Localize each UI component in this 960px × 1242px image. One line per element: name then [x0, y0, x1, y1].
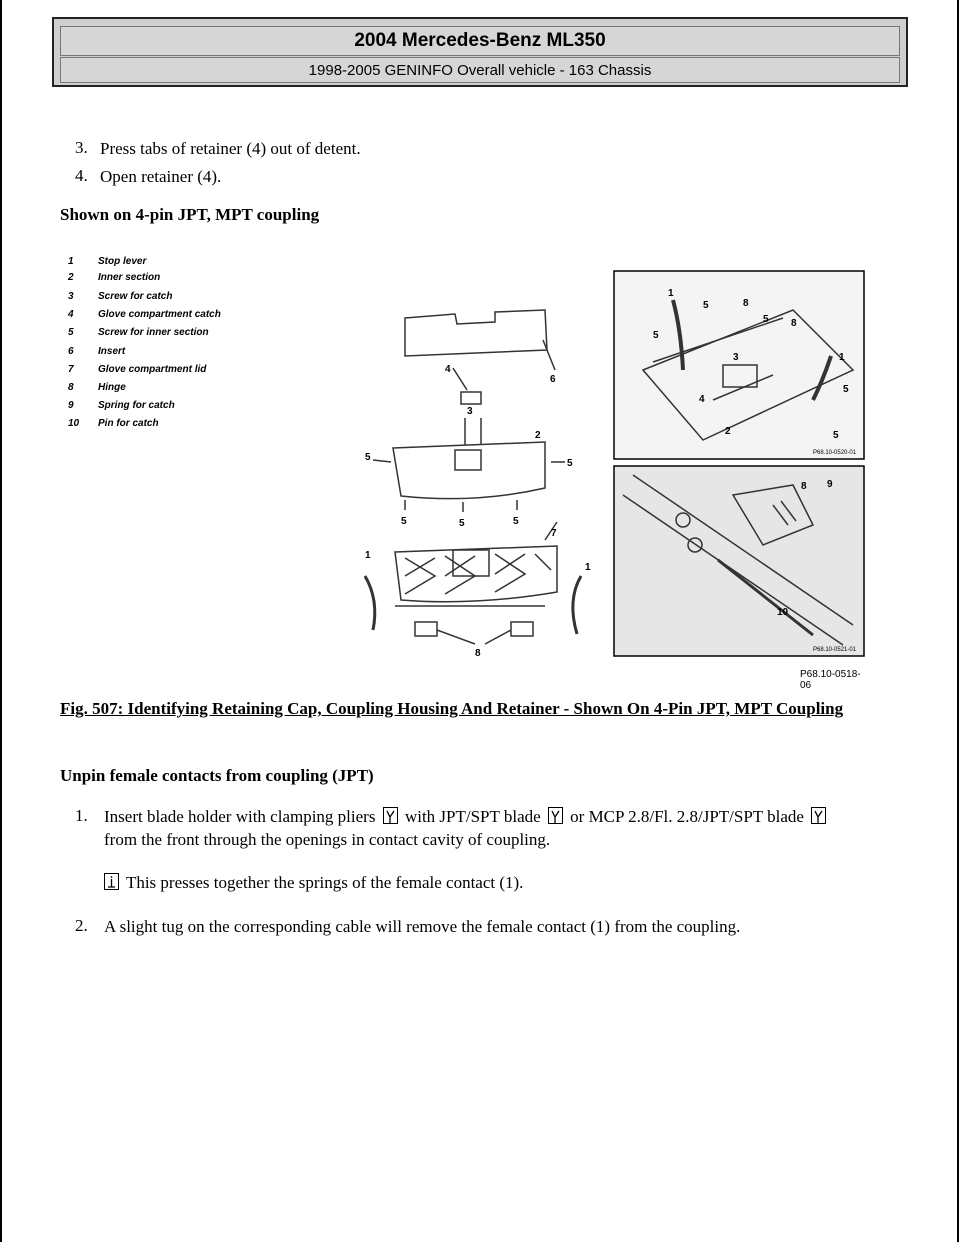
step-1-line2: from the front through the openings in contact cavity of coupling. — [104, 830, 551, 849]
svg-text:8: 8 — [743, 298, 749, 309]
svg-text:9: 9 — [827, 479, 833, 490]
svg-text:5: 5 — [653, 330, 659, 341]
svg-text:5: 5 — [703, 300, 709, 311]
tool-icon[interactable] — [548, 807, 563, 824]
svg-text:5: 5 — [833, 430, 839, 441]
page-border-left — [0, 0, 2, 1242]
note — [104, 872, 523, 894]
detail-code-top: P68.10-0520-01 — [813, 450, 857, 456]
callout-6: 6 — [550, 374, 556, 385]
step-1-part2: with JPT/SPT blade — [404, 807, 541, 826]
callout-5: 5 — [459, 518, 465, 529]
step-1-part3: or MCP 2.8/Fl. 2.8/JPT/SPT blade — [570, 807, 804, 826]
callout-8: 8 — [475, 648, 481, 659]
step-2-number: 2. — [75, 916, 88, 935]
step-3-number: 3. — [75, 138, 88, 157]
callout-5: 5 — [513, 516, 519, 527]
step-4-text: Open retainer (4). — [100, 167, 222, 186]
step-4-number: 4. — [75, 166, 88, 185]
figure-507: 1 Stop lever 2 Inner section 3 Screw for catch 4 Glove compartment catch 5 Screw for inner section 6 Insert 7 Glove compartment lid 8 Hinge 9 Spring for catch 10 Pin for catch 6 4 3 2 5 5 5 5 5 7 1 1 8 1 5 8 5 8 1 5 5 4 3 2 5 P68.10-0520-01 9 8 10 P68.10-0521-01 P68.10-0518-06 — [60, 250, 870, 690]
svg-text:2: 2 — [725, 426, 731, 437]
header-title-box — [60, 26, 900, 56]
step-1-number: 1. — [75, 806, 88, 825]
step-1-part1: Insert blade holder with clamping pliers — [104, 807, 376, 826]
shown-on-heading: Shown on 4-pin JPT, MPT coupling — [60, 205, 320, 224]
unpin-heading: Unpin female contacts from coupling (JPT) — [60, 766, 374, 785]
figure-caption: Fig. 507: Identifying Retaining Cap, Coupling Housing And Retainer - Shown On 4-Pin JPT, MPT Coupling — [60, 699, 844, 718]
svg-text:1: 1 — [668, 288, 674, 299]
svg-text:5: 5 — [843, 384, 849, 395]
exploded-view-drawing — [345, 300, 615, 660]
step-2-text: A slight tug on the corresponding cable will remove the female contact (1) from the coupling. — [104, 917, 741, 936]
detail-code-bottom: P68.10-0521-01 — [813, 647, 857, 653]
figure-code: P68.10-0518-06 — [800, 669, 861, 691]
page-border-right — [957, 0, 959, 1242]
callout-7: 7 — [551, 528, 557, 539]
callout-5: 5 — [365, 452, 371, 463]
header-subtitle: 1998-2005 GENINFO Overall vehicle - 163 Chassis — [308, 61, 652, 79]
svg-text:5: 5 — [763, 314, 769, 325]
header-title: 2004 Mercedes-Benz ML350 — [354, 30, 606, 51]
step-1-text — [104, 806, 829, 828]
callout-4: 4 — [445, 364, 451, 375]
svg-text:1: 1 — [839, 352, 845, 363]
svg-text:8: 8 — [791, 318, 797, 329]
callout-5: 5 — [401, 516, 407, 527]
svg-text:8: 8 — [801, 481, 807, 492]
svg-text:4: 4 — [699, 394, 705, 405]
detail-lid-inner-section — [613, 270, 865, 460]
detail-catch-pin — [613, 465, 865, 657]
svg-text:3: 3 — [733, 352, 739, 363]
callout-1: 1 — [585, 562, 591, 573]
tool-icon[interactable] — [383, 807, 398, 824]
header-subtitle-box — [60, 57, 900, 83]
note-text: This presses together the springs of the female contact (1). — [125, 873, 524, 892]
tool-icon[interactable] — [811, 807, 826, 824]
svg-text:10: 10 — [777, 607, 789, 618]
callout-2: 2 — [535, 430, 541, 441]
callout-3: 3 — [467, 406, 473, 417]
info-icon — [104, 873, 119, 890]
document-header — [52, 17, 908, 87]
step-3-text: Press tabs of retainer (4) out of detent. — [100, 139, 361, 158]
callout-1: 1 — [365, 550, 371, 561]
callout-5: 5 — [567, 458, 573, 469]
